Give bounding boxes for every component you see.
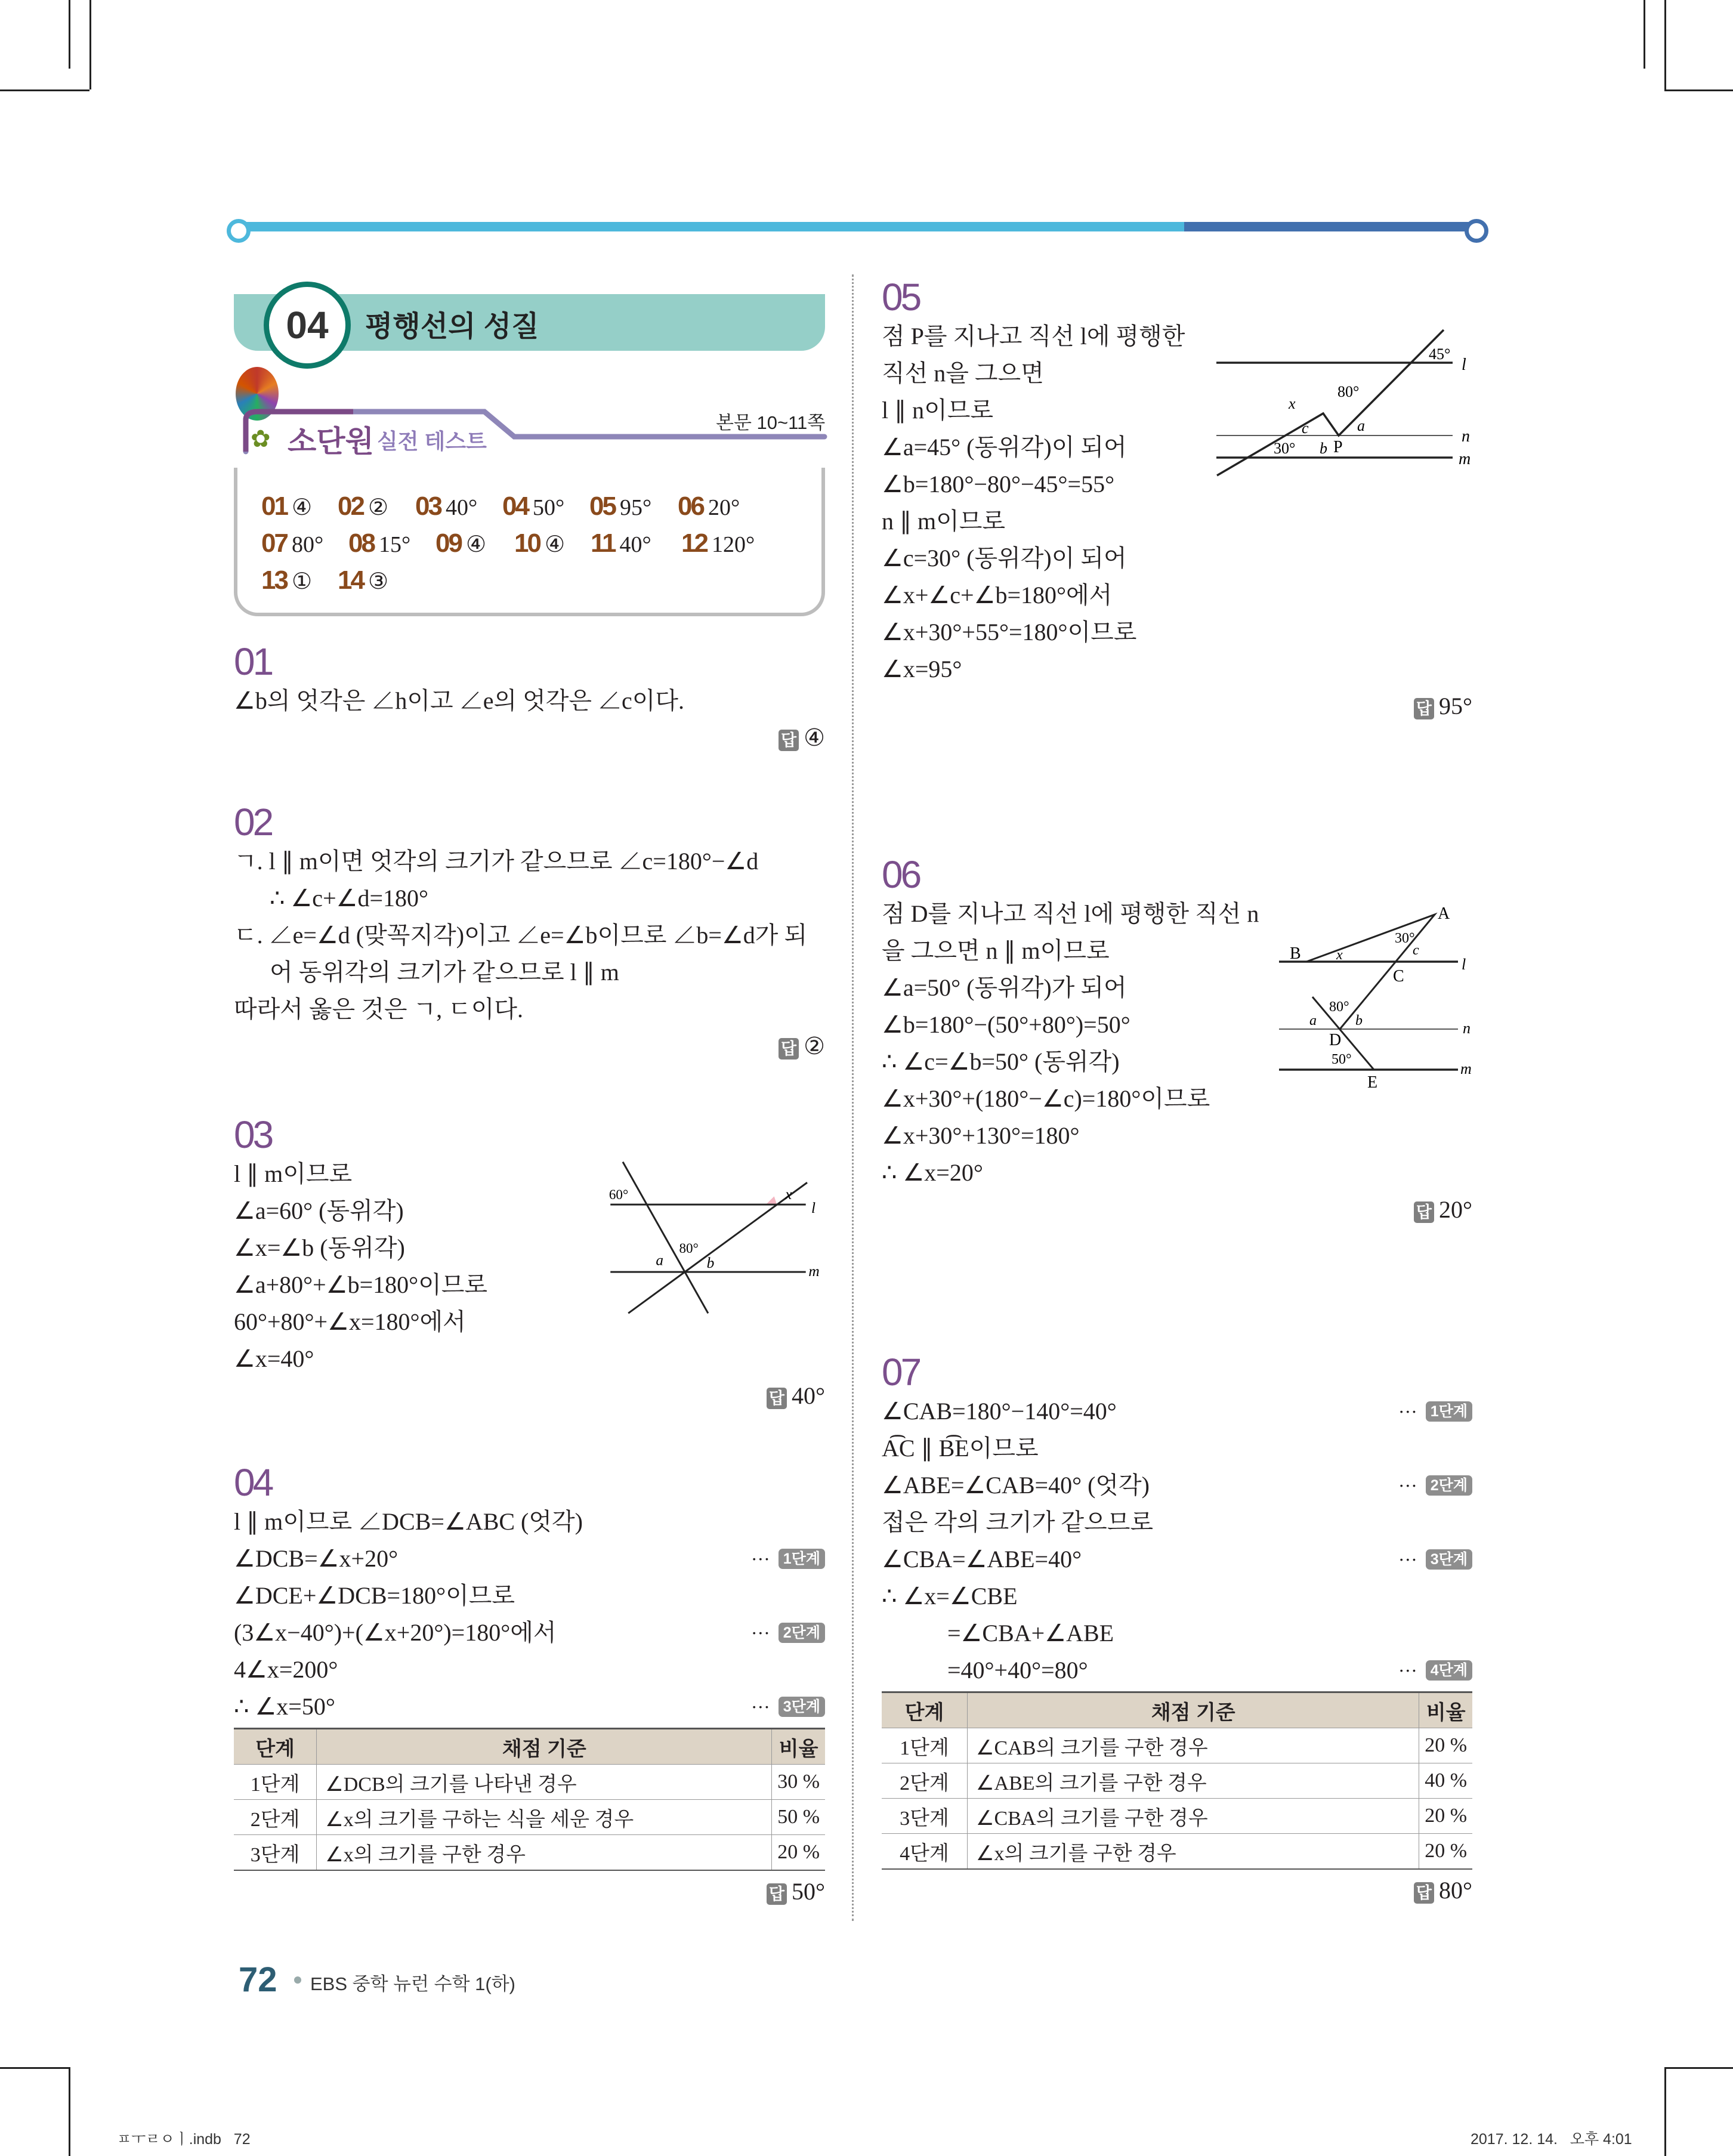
- solution-text: l ∥ m이므로: [234, 1160, 353, 1187]
- label-n: n: [1463, 1020, 1471, 1037]
- bar-end-dot: [1465, 219, 1488, 243]
- solution-text: 점 D를 지나고 직선 l에 평행한 직선 n: [882, 900, 1259, 927]
- answer-value: ④: [544, 532, 566, 557]
- subunit-title: 소단원: [288, 425, 374, 458]
- column-divider: [852, 274, 854, 1921]
- table-header: 채점 기준: [317, 1729, 772, 1765]
- step-marker: [751, 1540, 825, 1577]
- ellipsis: ···: [1398, 1475, 1417, 1496]
- answer-key-item: [348, 529, 410, 558]
- label-80: 80°: [1337, 383, 1360, 400]
- label-x: x: [785, 1185, 792, 1203]
- solution-text: ∴ ∠x=∠CBE: [882, 1583, 1018, 1610]
- solution-line: [234, 1577, 825, 1614]
- question-number: 14: [338, 566, 363, 595]
- solution-line: [234, 1340, 825, 1377]
- solution-line: [234, 1614, 825, 1651]
- answer-value: 50°: [792, 1878, 825, 1905]
- solution-01: [234, 641, 825, 756]
- solution-line: [234, 954, 825, 991]
- final-answer: [234, 1028, 825, 1065]
- answer-badge: 답: [779, 1038, 799, 1060]
- solution-text: 을 그으면 n ∥ m이므로: [882, 937, 1110, 964]
- table-cell: ∠ABE의 크기를 구한 경우: [968, 1763, 1419, 1799]
- solution-line: [234, 843, 825, 880]
- table-header: 채점 기준: [968, 1692, 1419, 1728]
- table-cell: 20 %: [1419, 1728, 1472, 1763]
- label-x: x: [1336, 947, 1343, 963]
- table-cell: 50 %: [772, 1800, 825, 1835]
- answer-badge: 답: [767, 1883, 787, 1905]
- answer-key-item: [261, 492, 312, 521]
- step-marker: [751, 1688, 825, 1725]
- question-number: 12: [681, 529, 707, 558]
- label-n: n: [1462, 427, 1470, 446]
- ellipsis: ···: [1398, 1549, 1417, 1570]
- answer-badge: 답: [1414, 1201, 1434, 1223]
- final-answer: [882, 688, 1472, 725]
- label-b: b: [1355, 1013, 1363, 1028]
- table-row: [882, 1728, 1472, 1763]
- answer-value: 40°: [619, 532, 651, 557]
- question-number: 03: [415, 492, 441, 521]
- final-answer: [234, 1873, 825, 1910]
- step-marker: [1398, 1393, 1472, 1430]
- table-row: [882, 1834, 1472, 1870]
- label-B: B: [1290, 944, 1301, 963]
- step-badge: 2단계: [779, 1623, 825, 1643]
- label-b: b: [706, 1255, 715, 1272]
- table-cell: 3단계: [882, 1799, 968, 1834]
- page-reference: 본문 10~11쪽: [716, 412, 826, 433]
- label-a: a: [656, 1252, 664, 1269]
- label-45: 45°: [1429, 345, 1451, 363]
- label-x: x: [1289, 395, 1296, 412]
- table-cell: ∠DCB의 크기를 나타낸 경우: [317, 1765, 772, 1800]
- label-l: l: [1462, 356, 1466, 374]
- question-number-heading: 05: [882, 276, 920, 319]
- answer-value: 20°: [1439, 1196, 1472, 1223]
- label-A: A: [1438, 904, 1450, 923]
- solution-02: [234, 801, 825, 1065]
- question-number-heading: 04: [234, 1461, 272, 1504]
- solution-text: ∠b=180°−(50°+80°)=50°: [882, 1011, 1130, 1038]
- solution-text: ∠DCE+∠DCB=180°이므로: [234, 1582, 515, 1609]
- solution-text: ∠CAB=180°−140°=40°: [882, 1398, 1117, 1425]
- solution-text: ㄷ. ∠e=∠d (맞꼭지각)이고 ∠e=∠b이므로 ∠b=∠d가 되: [234, 922, 808, 949]
- solution-line: [234, 1651, 825, 1688]
- solution-text: A͡C ∥ B͡E이므로: [882, 1435, 1039, 1462]
- answer-key-box: [234, 468, 825, 616]
- solution-line: [234, 1503, 825, 1540]
- solution-text: ∠x+30°+55°=180°이므로: [882, 619, 1137, 645]
- ellipsis: ···: [1398, 1401, 1417, 1422]
- table-cell: ∠x의 크기를 구하는 식을 세운 경우: [317, 1800, 772, 1835]
- question-number: 05: [589, 492, 615, 521]
- solution-line: [234, 1540, 825, 1577]
- label-c: c: [1413, 943, 1419, 958]
- label-m: m: [808, 1263, 820, 1280]
- answer-key-item: [261, 566, 312, 595]
- table-cell: ∠x의 크기를 구한 경우: [317, 1835, 772, 1871]
- label-l: l: [811, 1199, 815, 1216]
- answer-key-item: [261, 529, 323, 558]
- label-E: E: [1367, 1073, 1378, 1092]
- table-cell: 20 %: [1419, 1834, 1472, 1870]
- step-marker: [1398, 1541, 1472, 1578]
- solution-line: [882, 1652, 1472, 1689]
- solution-text: 60°+80°+∠x=180°에서: [234, 1308, 466, 1335]
- answer-value: ④: [804, 724, 825, 751]
- solution-text: =40°+40°=80°: [947, 1657, 1088, 1684]
- question-number-heading: 06: [882, 853, 920, 896]
- label-m: m: [1460, 1060, 1472, 1077]
- step-badge: 4단계: [1426, 1660, 1472, 1681]
- solution-text: ∴ ∠x=20°: [882, 1159, 983, 1186]
- question-number: 01: [261, 492, 287, 521]
- answer-badge: 답: [767, 1388, 787, 1409]
- answer-key-item: [435, 529, 486, 558]
- solution-text: ∠x+∠c+∠b=180°에서: [882, 582, 1113, 609]
- crop-mark: [1664, 89, 1733, 91]
- chapter-title: 평행선의 성질: [365, 311, 539, 342]
- chapter-number: 04: [264, 282, 351, 369]
- answer-value: 15°: [378, 532, 411, 557]
- crop-mark: [89, 0, 91, 89]
- table-header: 비율: [772, 1729, 825, 1765]
- answer-key-item: [514, 529, 565, 558]
- solution-line: [234, 991, 825, 1028]
- table-cell: ∠CAB의 크기를 구한 경우: [968, 1728, 1419, 1763]
- label-a: a: [1309, 1013, 1317, 1028]
- table-row: [882, 1763, 1472, 1799]
- solution-text: ∠x=∠b (동위각): [234, 1234, 405, 1261]
- solution-text: ∠a=45° (동위각)이 되어: [882, 434, 1127, 461]
- answer-value: ④: [465, 532, 487, 557]
- label-p: P: [1333, 438, 1343, 456]
- solution-07: [882, 1351, 1472, 1909]
- step-badge: 1단계: [1426, 1401, 1472, 1422]
- answer-value: ④: [291, 495, 313, 520]
- solution-text: ∠x+30°+(180°−∠c)=180°이므로: [882, 1085, 1210, 1112]
- diagram-06: [1271, 901, 1479, 1098]
- question-number: 07: [261, 529, 287, 558]
- table-cell: 2단계: [234, 1800, 317, 1835]
- table-cell: ∠x의 크기를 구한 경우: [968, 1834, 1419, 1870]
- solution-text: ∠x=40°: [234, 1345, 314, 1372]
- ellipsis: ···: [750, 1696, 770, 1718]
- diagram-05: [1205, 322, 1479, 483]
- answer-key-item: [591, 529, 651, 558]
- bar-end-dot: [227, 219, 251, 243]
- solution-line: [234, 880, 825, 917]
- answer-value: 80°: [291, 532, 324, 557]
- label-30: 30°: [1395, 931, 1415, 946]
- table-cell: 3단계: [234, 1835, 317, 1871]
- solution-line: [882, 1467, 1472, 1504]
- solution-line: [882, 577, 1472, 614]
- question-number-heading: 02: [234, 801, 272, 844]
- solution-text: 어 동위각의 크기가 같으므로 l ∥ m: [270, 959, 619, 986]
- table-header: 비율: [1419, 1692, 1472, 1728]
- label-m: m: [1459, 450, 1471, 468]
- answer-key-item: [678, 492, 740, 521]
- solution-text: ∠a=50° (동위각)가 되어: [882, 974, 1127, 1001]
- table-cell: 20 %: [1419, 1799, 1472, 1834]
- answer-key-item: [589, 492, 651, 521]
- table-cell: 2단계: [882, 1763, 968, 1799]
- footer-bullet: [294, 1976, 301, 1984]
- answer-badge: 답: [779, 730, 799, 751]
- solution-line: [882, 1117, 1472, 1154]
- solution-text: ∠b의 엇각은 ∠h이고 ∠e의 엇각은 ∠c이다.: [234, 687, 685, 714]
- crop-mark: [1664, 0, 1666, 89]
- question-number: 04: [502, 492, 528, 521]
- answer-key-item: [338, 566, 388, 595]
- solution-line: [882, 1578, 1472, 1615]
- ellipsis: ···: [750, 1548, 770, 1570]
- solution-line: [882, 503, 1472, 540]
- solution-text: ∠a=60° (동위각): [234, 1197, 404, 1224]
- step-badge: 1단계: [779, 1549, 825, 1569]
- solution-text: ∠c=30° (동위각)이 되어: [882, 545, 1127, 572]
- crop-mark: [69, 0, 70, 69]
- solution-line: [882, 540, 1472, 577]
- answer-value: 40°: [792, 1382, 825, 1409]
- mascot-icon: ✿: [251, 425, 271, 452]
- solution-line: [882, 1154, 1472, 1191]
- scoring-table: [234, 1728, 825, 1871]
- question-number: 13: [261, 566, 287, 595]
- answer-key-item: [681, 529, 755, 558]
- table-cell: 1단계: [234, 1765, 317, 1800]
- answer-value: 20°: [708, 495, 740, 520]
- solution-text: ∴ ∠c=∠b=50° (동위각): [882, 1048, 1120, 1075]
- solution-text: l ∥ m이므로 ∠DCB=∠ABC (엇각): [234, 1508, 583, 1535]
- answer-key-item: [415, 492, 477, 521]
- solution-line: [882, 1393, 1472, 1430]
- answer-value: 95°: [1439, 693, 1472, 719]
- table-header: 단계: [234, 1729, 317, 1765]
- question-number-heading: 07: [882, 1351, 920, 1394]
- table-cell: ∠CBA의 크기를 구한 경우: [968, 1799, 1419, 1834]
- table-row: [234, 1800, 825, 1835]
- solution-text: =∠CBA+∠ABE: [947, 1620, 1114, 1647]
- step-marker: [751, 1614, 825, 1651]
- step-marker: [1398, 1652, 1472, 1689]
- question-number: 10: [514, 529, 540, 558]
- solution-text: 점 P를 지나고 직선 l에 평행한: [882, 323, 1185, 350]
- solution-text: ∠a+80°+∠b=180°이므로: [234, 1271, 488, 1298]
- table-cell: 4단계: [882, 1834, 968, 1870]
- answer-value: ②: [804, 1033, 825, 1060]
- answer-value: 80°: [1439, 1877, 1472, 1904]
- label-80: 80°: [679, 1240, 699, 1256]
- question-number-heading: 01: [234, 640, 272, 683]
- final-answer: [234, 719, 825, 756]
- solution-line: [882, 1430, 1472, 1467]
- subunit-subtitle: 실전 테스트: [377, 429, 487, 453]
- solution-04: [234, 1462, 825, 1910]
- table-cell: 30 %: [772, 1765, 825, 1800]
- answer-value: ②: [367, 495, 389, 520]
- question-number: 09: [435, 529, 461, 558]
- crop-mark: [1644, 0, 1645, 69]
- ellipsis: ···: [1398, 1660, 1417, 1681]
- question-number: 11: [591, 529, 615, 558]
- solution-text: ∠ABE=∠CAB=40° (엇각): [882, 1472, 1150, 1499]
- answer-value: 40°: [445, 495, 478, 520]
- solution-text: 직선 n을 그으면: [882, 360, 1044, 387]
- solution-text: 접은 각의 크기가 같으므로: [882, 1509, 1154, 1536]
- solution-text: (3∠x−40°)+(∠x+20°)=180°에서: [234, 1619, 557, 1646]
- answer-badge: 답: [1414, 1882, 1434, 1904]
- book-title: EBS 중학 뉴런 수학 1(하): [310, 1973, 515, 1994]
- solution-text: ㄱ. l ∥ m이면 엇각의 크기가 같으므로 ∠c=180°−∠d: [234, 848, 759, 875]
- solution-line: [882, 651, 1472, 688]
- solution-line: [234, 917, 825, 954]
- label-b: b: [1320, 440, 1327, 457]
- solution-text: l ∥ n이므로: [882, 397, 994, 424]
- final-answer: [882, 1191, 1472, 1228]
- solution-text: ∠b=180°−80°−45°=55°: [882, 471, 1115, 498]
- solution-text: 따라서 옳은 것은 ㄱ, ㄷ이다.: [234, 996, 524, 1023]
- crop-mark: [1664, 2067, 1733, 2069]
- table-header: 단계: [882, 1692, 968, 1728]
- header-bar-right: [1184, 222, 1476, 231]
- final-answer: [234, 1377, 825, 1414]
- step-badge: 3단계: [779, 1697, 825, 1717]
- diagram-03: [605, 1155, 825, 1320]
- label-l: l: [1462, 956, 1466, 973]
- solution-text: ∠DCB=∠x+20°: [234, 1545, 399, 1572]
- solution-line: [882, 1504, 1472, 1541]
- table-row: [234, 1765, 825, 1800]
- solution-line: [234, 1688, 825, 1725]
- step-badge: 2단계: [1426, 1475, 1472, 1496]
- crop-mark: [1664, 2067, 1666, 2156]
- answer-value: ①: [291, 569, 313, 594]
- crop-mark: [0, 89, 89, 91]
- final-answer: [882, 1872, 1472, 1909]
- table-cell: 20 %: [772, 1835, 825, 1871]
- solution-text: ∴ ∠x=50°: [234, 1693, 335, 1720]
- crop-mark: [69, 2067, 70, 2156]
- header-bar-left: [234, 222, 1188, 231]
- question-number: 06: [678, 492, 703, 521]
- label-80: 80°: [1329, 999, 1349, 1015]
- question-number: 08: [348, 529, 374, 558]
- solution-line: [234, 682, 825, 719]
- answer-value: 120°: [711, 532, 755, 557]
- label-a: a: [1357, 417, 1365, 434]
- label-50: 50°: [1332, 1052, 1352, 1067]
- solution-line: [882, 1615, 1472, 1652]
- question-number: 02: [338, 492, 363, 521]
- answer-key-item: [502, 492, 564, 521]
- table-cell: 1단계: [882, 1728, 968, 1763]
- scoring-table: [882, 1691, 1472, 1870]
- label-c: c: [1302, 419, 1309, 437]
- answer-badge: 답: [1414, 698, 1434, 719]
- table-cell: 40 %: [1419, 1763, 1472, 1799]
- page-number: 72: [239, 1960, 277, 1999]
- label-30: 30°: [1274, 440, 1296, 457]
- print-slug-date: 2017. 12. 14. 오후 4:01: [1471, 2131, 1632, 2148]
- solution-text: ∠CBA=∠ABE=40°: [882, 1546, 1082, 1573]
- solution-text: 4∠x=200°: [234, 1656, 338, 1683]
- label-C: C: [1393, 967, 1404, 986]
- question-number-heading: 03: [234, 1113, 272, 1156]
- table-row: [234, 1835, 825, 1871]
- solution-text: ∴ ∠c+∠d=180°: [270, 885, 429, 912]
- solution-text: ∠x+30°+130°=180°: [882, 1122, 1080, 1149]
- ellipsis: ···: [750, 1622, 770, 1644]
- table-row: [882, 1799, 1472, 1834]
- crop-mark: [0, 2067, 69, 2069]
- answer-value: 50°: [532, 495, 565, 520]
- solution-line: [882, 1541, 1472, 1578]
- step-marker: [1398, 1467, 1472, 1504]
- label-60: 60°: [608, 1186, 629, 1202]
- print-slug-file: ㅍㅜㄹㅇㅣ.indb 72: [117, 2131, 251, 2148]
- answer-value: 95°: [619, 495, 652, 520]
- solution-line: [882, 614, 1472, 651]
- answer-value: ③: [367, 569, 389, 594]
- solution-text: n ∥ m이므로: [882, 508, 1006, 535]
- label-D: D: [1329, 1031, 1342, 1049]
- solution-text: ∠x=95°: [882, 656, 962, 682]
- answer-key-item: [338, 492, 388, 521]
- step-badge: 3단계: [1426, 1549, 1472, 1570]
